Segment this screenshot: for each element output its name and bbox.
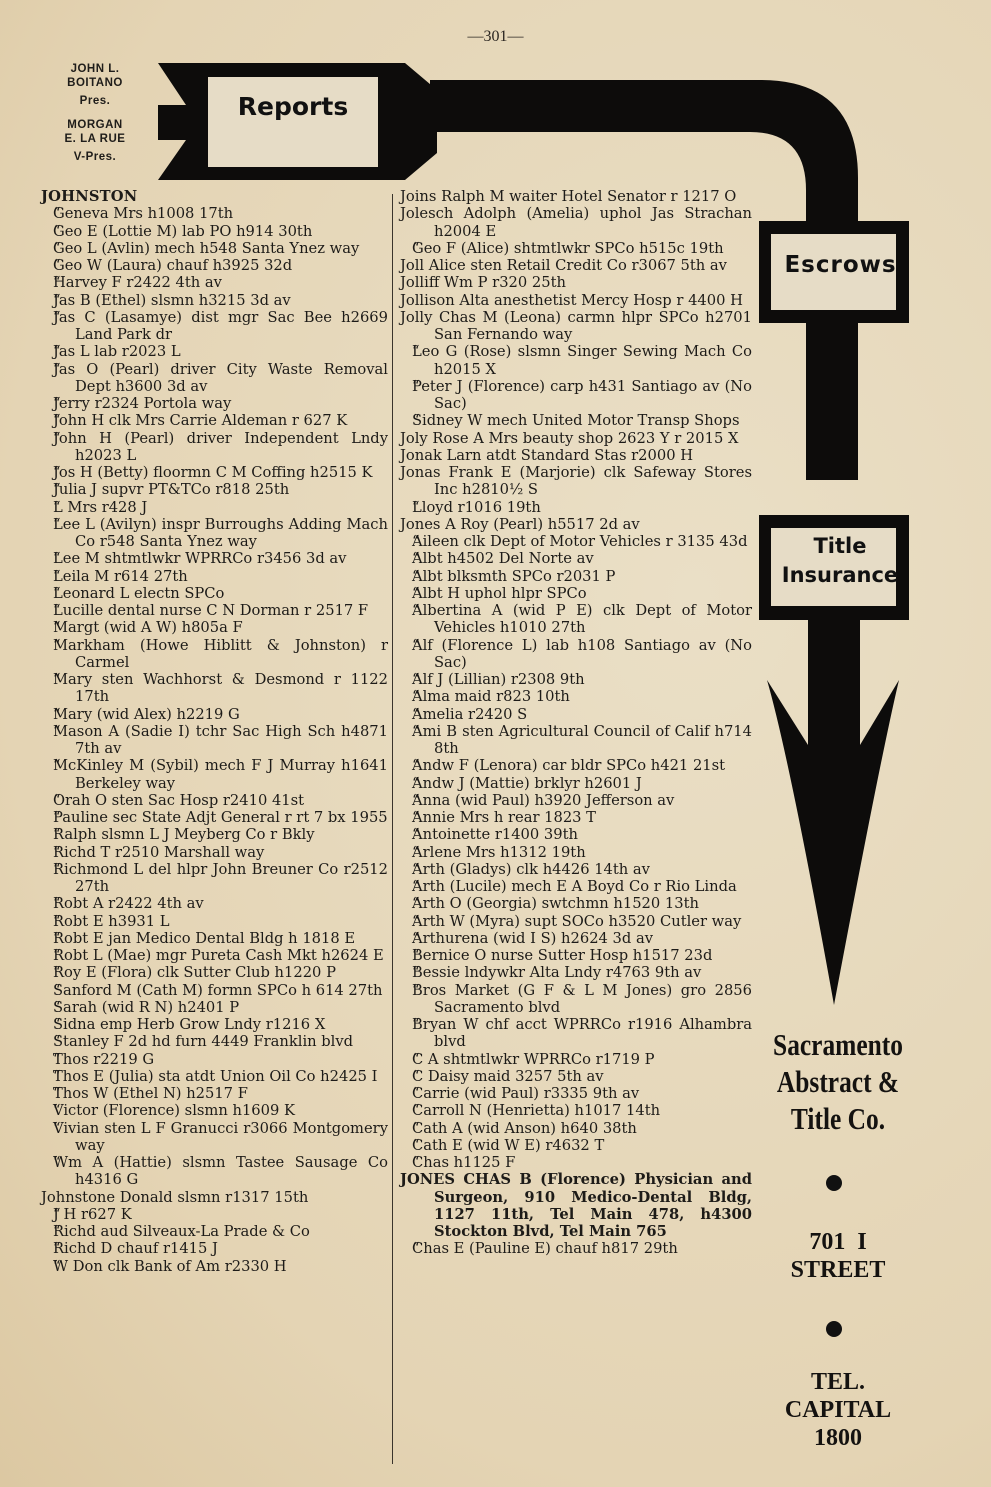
ad-phone-line3: 1800 <box>814 1425 862 1451</box>
title-insurance-line2: Insurance <box>781 563 899 587</box>
directory-entry: “ Bernice O nurse Sutter Hosp h1517 23d <box>400 947 752 964</box>
column-divider <box>392 194 393 1464</box>
directory-entry: Joins Ralph M waiter Hotel Senator r 1217 O <box>400 188 737 205</box>
ad-address-line2: STREET <box>790 1257 886 1283</box>
bullet-dot-icon <box>826 1175 842 1191</box>
directory-entry: “ McKinley M (Sybil) mech F J Murray h1641 Berkeley way <box>41 757 388 792</box>
ad-phone-line1: TEL. <box>810 1369 866 1395</box>
directory-entry: “ Roy E (Flora) clk Sutter Club h1220 P <box>41 964 388 981</box>
directory-entry: “ Alf J (Lillian) r2308 9th <box>400 671 752 688</box>
directory-entry: Jolesch Adolph (Amelia) uphol Jas Strachan h2004 E <box>400 205 752 240</box>
vice-president-name-line2: E. LA RUE <box>64 133 126 145</box>
directory-entry: Jones A Roy (Pearl) h5517 2d av <box>400 515 640 533</box>
directory-entry: “ Bessie lndywkr Alta Lndy r4763 9th av <box>400 964 752 981</box>
directory-entry: “ Julia J supvr PT&TCo r818 25th <box>41 481 388 498</box>
directory-entry: Jollison Alta anesthetist Mercy Hosp r 4400 H <box>400 291 743 309</box>
directory-entry: “ Robt E jan Medico Dental Bldg h 1818 E <box>41 930 388 947</box>
bullet-dot-icon <box>826 1321 842 1337</box>
directory-entry: “ Thos E (Julia) sta atdt Union Oil Co h2425 I <box>41 1068 388 1085</box>
directory-entry: “ Wm A (Hattie) slsmn Tastee Sausage Co h4316 G <box>41 1154 388 1189</box>
ad-phone-line2: CAPITAL <box>784 1397 892 1423</box>
directory-entry: “ Sanford M (Cath M) formn SPCo h 614 27th <box>41 982 388 999</box>
directory-entry: “ Jas O (Pearl) driver City Waste Removal Dept h3600 3d av <box>41 361 388 396</box>
directory-entry: “ Leila M r614 27th <box>41 568 388 585</box>
directory-entry: “ Lucille dental nurse C N Dorman r 2517 F <box>41 602 388 619</box>
directory-entry: “ Harvey F r2422 4th av <box>41 274 388 291</box>
directory-entry: “ C Daisy maid 3257 5th av <box>400 1068 752 1085</box>
directory-entry: “ Antoinette r1400 39th <box>400 826 752 843</box>
directory-entry: “ Chas E (Pauline E) chauf h817 29th <box>400 1240 752 1257</box>
directory-entry: “ Geo L (Avlin) mech h548 Santa Ynez way <box>41 240 388 257</box>
directory-entry: “ Alma maid r823 10th <box>400 688 752 705</box>
directory-entry: “ Annie Mrs h rear 1823 T <box>400 809 752 826</box>
directory-entry: “ Mason A (Sadie I) tchr Sac High Sch h4871 7th av <box>41 723 388 758</box>
directory-entry: “ Robt L (Mae) mgr Pureta Cash Mkt h2624 E <box>41 947 388 964</box>
directory-entry: “ Richmond L del hlpr John Breuner Co r2512 27th <box>41 861 388 896</box>
directory-entry: Jonak Larn atdt Standard Stas r2000 H <box>400 446 694 464</box>
directory-entry: “ Bryan W chf acct WPRRCo r1916 Alhambra blvd <box>400 1016 752 1051</box>
directory-entry: “ Orah O sten Sac Hosp r2410 41st <box>41 792 388 809</box>
directory-entry: “ Richd aud Silveaux-La Prade & Co <box>41 1223 388 1240</box>
directory-entry: “ Sarah (wid R N) h2401 P <box>41 999 388 1016</box>
ad-company-line2: Abstract & <box>776 1064 900 1099</box>
directory-entry: “ Arth W (Myra) supt SOCo h3520 Cutler way <box>400 913 752 930</box>
directory-entry: “ Lloyd r1016 19th <box>400 499 752 516</box>
directory-entry: Jolly Chas M (Leona) carmn hlpr SPCo h2701 San Fernando way <box>400 308 752 343</box>
directory-entry: “ Carrie (wid Paul) r3335 9th av <box>400 1085 752 1102</box>
directory-entry: Joll Alice sten Retail Credit Co r3067 5th av <box>400 257 727 274</box>
title-insurance-line1: Title <box>813 534 867 558</box>
directory-entry: “ Leo G (Rose) slsmn Singer Sewing Mach Co h2015 X <box>400 343 752 378</box>
directory-entry: “ Richd D chauf r1415 J <box>41 1240 388 1257</box>
directory-entry: Jonas Frank E (Marjorie) clk Safeway Stores Inc h2810½ S <box>400 464 752 499</box>
directory-entry: “ Victor (Florence) slsmn h1609 K <box>41 1102 388 1119</box>
directory-entry: “ Ralph slsmn L J Meyberg Co r Bkly <box>41 826 388 843</box>
directory-entry: “ Jas C (Lasamye) dist mgr Sac Bee h2669 Land Park dr <box>41 309 388 344</box>
directory-entry: “ Jas B (Ethel) slsmn h3215 3d av <box>41 292 388 309</box>
directory-entry: “ Bros Market (G F & L M Jones) gro 2856 Sacramento blvd <box>400 982 752 1017</box>
directory-entry: “ Cath A (wid Anson) h640 38th <box>400 1120 752 1137</box>
directory-entry: “ John H clk Mrs Carrie Aldeman r 627 K <box>41 412 388 429</box>
ad-company-name <box>772 1026 903 1137</box>
directory-entry: “ C A shtmtlwkr WPRRCo r1719 P <box>400 1051 752 1068</box>
directory-entry: “ Aileen clk Dept of Motor Vehicles r 3135 43d <box>400 533 752 550</box>
directory-entry: “ Mary (wid Alex) h2219 G <box>41 706 388 723</box>
directory-entry: “ Jos H (Betty) floormn C M Coffing h2515 K <box>41 464 388 481</box>
escrows-label: Escrows <box>784 252 897 278</box>
directory-entry: “ Chas h1125 F <box>400 1154 752 1171</box>
directory-entry: “ Ami B sten Agricultural Council of Calif h714 8th <box>400 723 752 758</box>
directory-entry: “ Alf (Florence L) lab h108 Santiago av (No Sac) <box>400 637 752 672</box>
directory-entry: “ Albertina A (wid P E) clk Dept of Motor Vehicles h1010 27th <box>400 602 752 637</box>
directory-entry: “ John H (Pearl) driver Independent Lndy h2023 L <box>41 430 388 465</box>
vice-president-title: V-Pres. <box>73 151 117 163</box>
directory-entry: Johnstone Donald slsmn r1317 15th <box>41 1188 309 1206</box>
directory-entry: “ Thos r2219 G <box>41 1051 388 1068</box>
page-number: —301— <box>467 28 524 45</box>
directory-entry: Jolliff Wm P r320 25th <box>400 274 566 292</box>
directory-entry: “ Markham (Howe Hiblitt & Johnston) r Carmel <box>41 637 388 672</box>
directory-entry: “ Andw J (Mattie) brklyr h2601 J <box>400 775 752 792</box>
directory-entry: “ Robt E h3931 L <box>41 913 388 930</box>
directory-entry: “ Albt h4502 Del Norte av <box>400 550 752 567</box>
directory-entry: “ Arth (Gladys) clk h4426 14th av <box>400 861 752 878</box>
directory-entry: “ Stanley F 2d hd furn 4449 Franklin blvd <box>41 1033 388 1050</box>
directory-column-right <box>400 188 752 1258</box>
directory-entry: “ Lee L (Avilyn) inspr Burroughs Adding Mach Co r548 Santa Ynez way <box>41 516 388 551</box>
directory-entry: “ Arth O (Georgia) swtchmn h1520 13th <box>400 895 752 912</box>
directory-column-left <box>41 188 388 1275</box>
directory-entry: “ Albt blksmth SPCo r2031 P <box>400 568 752 585</box>
president-title: Pres. <box>79 95 111 107</box>
directory-entry: “ Carroll N (Henrietta) h1017 14th <box>400 1102 752 1119</box>
directory-entry: “ Jerry r2324 Portola way <box>41 395 388 412</box>
directory-entry: “ Sidna emp Herb Grow Lndy r1216 X <box>41 1016 388 1033</box>
directory-entry: “ Lee M shtmtlwkr WPRRCo r3456 3d av <box>41 550 388 567</box>
directory-entry: “ Anna (wid Paul) h3920 Jefferson av <box>400 792 752 809</box>
directory-entry: “ Geo E (Lottie M) lab PO h914 30th <box>41 223 388 240</box>
surname-heading: JOHNSTON <box>41 188 138 205</box>
directory-entry: “ J H r627 K <box>41 1206 388 1223</box>
title-insurance-label <box>776 532 904 590</box>
ad-company-line1: Sacramento <box>773 1027 903 1062</box>
ad-phone <box>758 1368 918 1452</box>
directory-entry: “ Amelia r2420 S <box>400 706 752 723</box>
directory-entry: “ Albt H uphol hlpr SPCo <box>400 585 752 602</box>
directory-entry: “ Vivian sten L F Granucci r3066 Montgomery way <box>41 1120 388 1155</box>
vice-president-name-line1: MORGAN <box>67 119 123 131</box>
directory-entry: “ Arth (Lucile) mech E A Boyd Co r Rio Linda <box>400 878 752 895</box>
reports-banner-inner <box>208 77 378 167</box>
directory-entry: “ W Don clk Bank of Am r2330 H <box>41 1258 388 1275</box>
arrowhead <box>767 680 899 1005</box>
directory-entry: “ Richd T r2510 Marshall way <box>41 844 388 861</box>
directory-entry: “ Andw F (Lenora) car bldr SPCo h421 21st <box>400 757 752 774</box>
directory-entry: “ Peter J (Florence) carp h431 Santiago av (No Sac) <box>400 378 752 413</box>
directory-entry: Joly Rose A Mrs beauty shop 2623 Y r 2015 X <box>400 429 739 447</box>
ad-company-line3: Title Co. <box>790 1101 886 1136</box>
directory-entry: “ Geneva Mrs h1008 17th <box>41 205 388 222</box>
directory-entry: “ Mary sten Wachhorst & Desmond r 1122 17th <box>41 671 388 706</box>
directory-entry: “ L Mrs r428 J <box>41 499 388 516</box>
president-name-line2: BOITANO <box>67 77 123 89</box>
directory-entry: JONES CHAS B (Florence) Physician and Surgeon, 910 Medico-Dental Bldg, 1127 11th, Tel Main 478, h4300 Stockton Blvd, Tel Main 765 <box>400 1171 752 1240</box>
directory-entry: “ Leonard L electn SPCo <box>41 585 388 602</box>
directory-entry: “ Arthurena (wid I S) h2624 3d av <box>400 930 752 947</box>
directory-entry: “ Pauline sec State Adjt General r rt 7 bx 1955 <box>41 809 388 826</box>
directory-entry: “ Thos W (Ethel N) h2517 F <box>41 1085 388 1102</box>
reports-label: Reports <box>237 92 349 121</box>
ad-address <box>758 1228 918 1284</box>
directory-entry: “ Robt A r2422 4th av <box>41 895 388 912</box>
ad-address-line1: 701 I <box>809 1229 867 1255</box>
directory-entry: “ Arlene Mrs h1312 19th <box>400 844 752 861</box>
directory-entry: “ Margt (wid A W) h805a F <box>41 619 388 636</box>
directory-entry: “ Geo W (Laura) chauf h3925 32d <box>41 257 388 274</box>
directory-entry: “ Cath E (wid W E) r4632 T <box>400 1137 752 1154</box>
directory-entry: “ Geo F (Alice) shtmtlwkr SPCo h515c 19th <box>400 240 752 257</box>
president-name-line1: JOHN L. <box>70 63 120 75</box>
directory-entry: “ Sidney W mech United Motor Transp Shops <box>400 412 752 429</box>
directory-entry: “ Jas L lab r2023 L <box>41 343 388 360</box>
